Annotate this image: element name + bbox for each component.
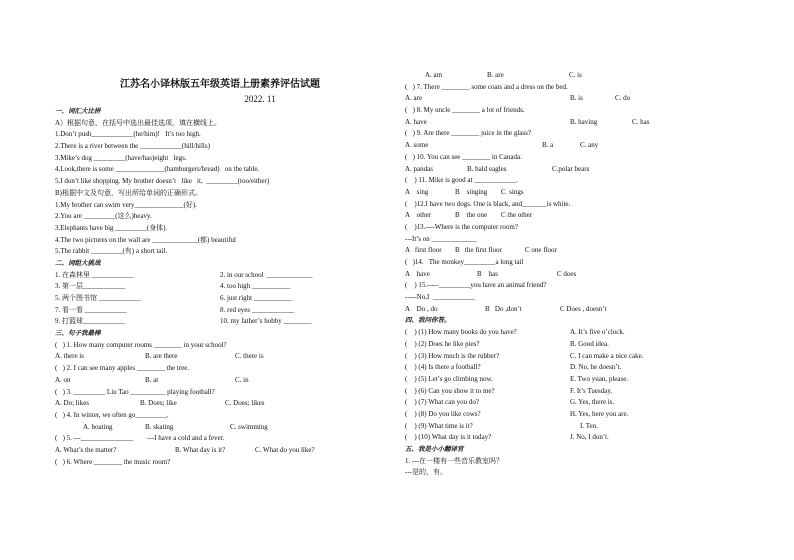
option: A other (405, 211, 432, 220)
option: A. What’s the matter? (55, 445, 117, 454)
options-4 (55, 422, 385, 434)
match-answer: B. Good idea. (570, 339, 609, 348)
phrase-item: 6. just right ___________ (220, 294, 293, 302)
match-question: ( ) (4) Is there a football? (405, 363, 481, 372)
section-5-heading: 五、我是小小翻译官 (405, 445, 464, 453)
match-answer: G. Yes, there is. (570, 398, 615, 407)
translation-1-response: ---是的，有。 (405, 468, 447, 477)
match-question: ( ) (8) Do you like cows? (405, 409, 481, 418)
question-a5: 5.I don’t like shopping. My brother doesn’t like it, _________(too/either) (55, 177, 270, 186)
question-a2: 2.There is a river between the ____________(hill/hills) (55, 142, 210, 151)
option: B. bald eagles (467, 164, 507, 173)
question-b5: 5.The rabbit _________(有) a short tail. (55, 247, 168, 256)
option: C one floor (525, 246, 557, 255)
section-2-heading: 二、词组大挑战 (55, 258, 101, 267)
phrase-row (55, 293, 385, 305)
question-a4: 4.Look,there is some ______________(hamburgers/bread) on the table. (55, 165, 260, 174)
section-1a-instruction: A）根据句意，在括号中选出最佳选项，填在横线上。 (55, 118, 222, 127)
phrase-item: 8. red eyes ____________ (220, 305, 294, 314)
option: B Do ,don’t (485, 304, 522, 313)
options-14 (405, 269, 745, 281)
option: B. are there (145, 352, 178, 361)
phrase-item: 7. 看一看 ____________ (55, 305, 127, 314)
option: C. What do you like? (255, 445, 315, 454)
phrase-row (55, 281, 385, 293)
question-15: ( ) 15.-----_________you have an animal friend? (405, 281, 547, 290)
option: B the one (455, 211, 488, 220)
option: C. in (235, 375, 249, 384)
match-answer: J. No, I don’t. (570, 433, 609, 442)
option: C. has (632, 117, 650, 126)
option: A. am (425, 71, 443, 79)
match-question: ( ) (6) Can you show it to me? (405, 386, 495, 395)
options-11 (405, 187, 745, 199)
option: A. are (405, 94, 423, 103)
question-6: ( ) 6. Where ________ the music room? (55, 457, 171, 466)
match-row (405, 386, 745, 398)
options-9 (405, 140, 745, 152)
option: C. swimming (230, 422, 268, 431)
match-question: ( ) (10) What day is it today? (405, 433, 492, 442)
match-row (405, 339, 745, 351)
options-8 (405, 117, 745, 129)
question-11: ( ) 11. Mike is good at ____________. (405, 176, 518, 185)
match-question: ( ) (9) What time is it? (405, 421, 473, 430)
match-answer: D. No, he doesn’t. (570, 363, 622, 372)
option: B. having (570, 117, 598, 126)
match-row (405, 409, 745, 421)
phrase-item: 9. 打篮球____________ (55, 317, 125, 326)
phrase-item: 2. in our school _____________ (220, 270, 313, 279)
option: C. any (580, 141, 599, 150)
option: A sing (405, 187, 429, 196)
option: C. Does; likes (225, 399, 265, 408)
options-13 (405, 245, 745, 257)
option: C. is (569, 71, 582, 79)
question-10: ( ) 10. You can see ________ in Canada. (405, 152, 522, 161)
phrase-item: 1. 在森林里 ____________ (55, 270, 134, 279)
question-15-response: -----No,I ____________ (405, 293, 475, 302)
match-row (405, 374, 745, 386)
phrase-item: 3. 第一层____________ (55, 282, 125, 291)
options-5 (55, 445, 385, 457)
option: C sings (501, 187, 524, 196)
question-7: ( ) 7. There ________ some coats and a dress on the bed. (405, 82, 568, 91)
match-answer: A. It’s five o’clock. (570, 328, 625, 337)
options-1 (55, 351, 385, 363)
option: C the other (501, 211, 533, 220)
option: A. some (405, 141, 429, 150)
match-question: ( ) (7) What can you do? (405, 398, 479, 407)
paper-date: 2022. 11 (244, 94, 276, 104)
option: C.polar bears (552, 164, 590, 173)
match-answer: H. Yes, here you are. (570, 409, 629, 418)
option: C Does , doesn’t (560, 304, 607, 313)
question-4: ( ) 4. In winter, we often go_________. (55, 410, 169, 419)
options-7 (405, 93, 745, 105)
question-12: ( )12.I have two dogs. One is black, and_______is white. (405, 199, 571, 208)
question-a1: 1.Don’t push____________(he/him)! It’s too high. (55, 130, 201, 139)
option: C. there is (235, 352, 264, 361)
options-6 (405, 70, 745, 82)
question-5: ( ) 5. ---_______________ ---I have a cold and a fever. (55, 434, 225, 443)
section-1-heading: 一、词汇大比拼 (55, 107, 101, 115)
question-13: ( )13.----Where is the computer room? (405, 222, 518, 231)
paper-title: 江苏名小译林版五年级英语上册素养评估试题 (120, 79, 320, 90)
match-answer: C. I can make a nice cake. (570, 351, 644, 360)
question-1: ( ) 1. How many computer rooms ________ in your school? (55, 340, 227, 349)
question-b2: 2.You are _________(这么)heavy. (55, 212, 152, 221)
match-row (405, 432, 745, 444)
match-answer: F. It’s Tuesday. (570, 386, 613, 395)
option: A Do , do (405, 304, 438, 313)
option: A. there is (55, 352, 84, 361)
section-4-heading: 四、我问你答。 (405, 316, 451, 325)
phrase-row (55, 305, 385, 317)
option: A. boating (83, 422, 113, 431)
phrase-item: 5. 两个图书馆 ____________ (55, 294, 141, 302)
option: A have (405, 269, 430, 278)
section-1b-instruction: B)根据中文及句意，写出所给单词的正确形式。 (55, 188, 202, 197)
option: B. What day is it? (175, 445, 226, 454)
options-10 (405, 164, 745, 176)
right-column (405, 70, 745, 479)
match-row (405, 397, 745, 409)
question-14: ( )14. The monkey_________a long tail (405, 258, 524, 266)
match-answer: I. Ten. (580, 421, 598, 430)
match-question: ( ) (2) Does he like pies? (405, 339, 480, 348)
options-3 (55, 398, 385, 410)
option: A. on (55, 375, 71, 384)
option: B. are (487, 71, 504, 79)
match-row (405, 327, 745, 339)
option: C. do (615, 94, 631, 103)
match-question: ( ) (5) Let’s go climbing now. (405, 374, 493, 383)
option: B. at (145, 375, 159, 384)
option: B. a (542, 141, 554, 150)
option: B. is (570, 94, 583, 103)
question-b3: 3.Elephants have big _________(身体). (55, 223, 168, 232)
option: A. pandas (405, 164, 433, 173)
question-9: ( ) 9. Are there ________ juice in the glass? (405, 129, 531, 138)
translation-1: 1. ---在一楼有一些音乐教室吗？ (405, 456, 503, 465)
option: A first floor (405, 246, 442, 255)
phrase-row (55, 316, 385, 328)
phrase-item: 10. my father’s hobby ________ (220, 317, 312, 326)
match-row (405, 362, 745, 374)
match-question: ( ) (1) How many books do you have? (405, 328, 517, 337)
phrase-row (55, 270, 385, 282)
question-b4: 4.The two pictures on the wall are _____________(都) beautiful (55, 235, 236, 244)
phrase-item: 4. too high ___________ (220, 282, 291, 291)
option: B the first floor (455, 246, 502, 255)
left-column (55, 78, 385, 468)
options-12 (405, 210, 745, 222)
match-question: ( ) (3) How much is the rubber? (405, 351, 500, 360)
option: A. Do; likes (55, 399, 90, 408)
option: B. Does; like (140, 399, 177, 408)
option: A. have (405, 117, 427, 126)
option: B singing (455, 187, 488, 196)
question-2: ( ) 2. I can see many apples ________ the tree. (55, 364, 190, 373)
match-row (405, 351, 745, 363)
option: C does (557, 269, 577, 278)
options-15 (405, 304, 745, 316)
options-2 (55, 375, 385, 387)
question-b1: 1.My brother can swim very______________(好). (55, 200, 197, 209)
match-answer: E. Two yuan, please. (570, 374, 629, 383)
question-13-response: ---It’s on _____________ (405, 234, 477, 243)
match-row (405, 421, 745, 433)
option: B. skating (145, 422, 174, 431)
question-a3: 3.Mike’s dog _________(have/has)eight legs. (55, 153, 187, 162)
section-3-heading: 三、句子我最棒 (55, 329, 101, 338)
option: B has (477, 269, 498, 278)
question-8: ( ) 8. My uncle ________ a lot of friends. (405, 106, 525, 115)
question-3: ( ) 3. _________ Liu Tao __________ playing football? (55, 387, 215, 396)
